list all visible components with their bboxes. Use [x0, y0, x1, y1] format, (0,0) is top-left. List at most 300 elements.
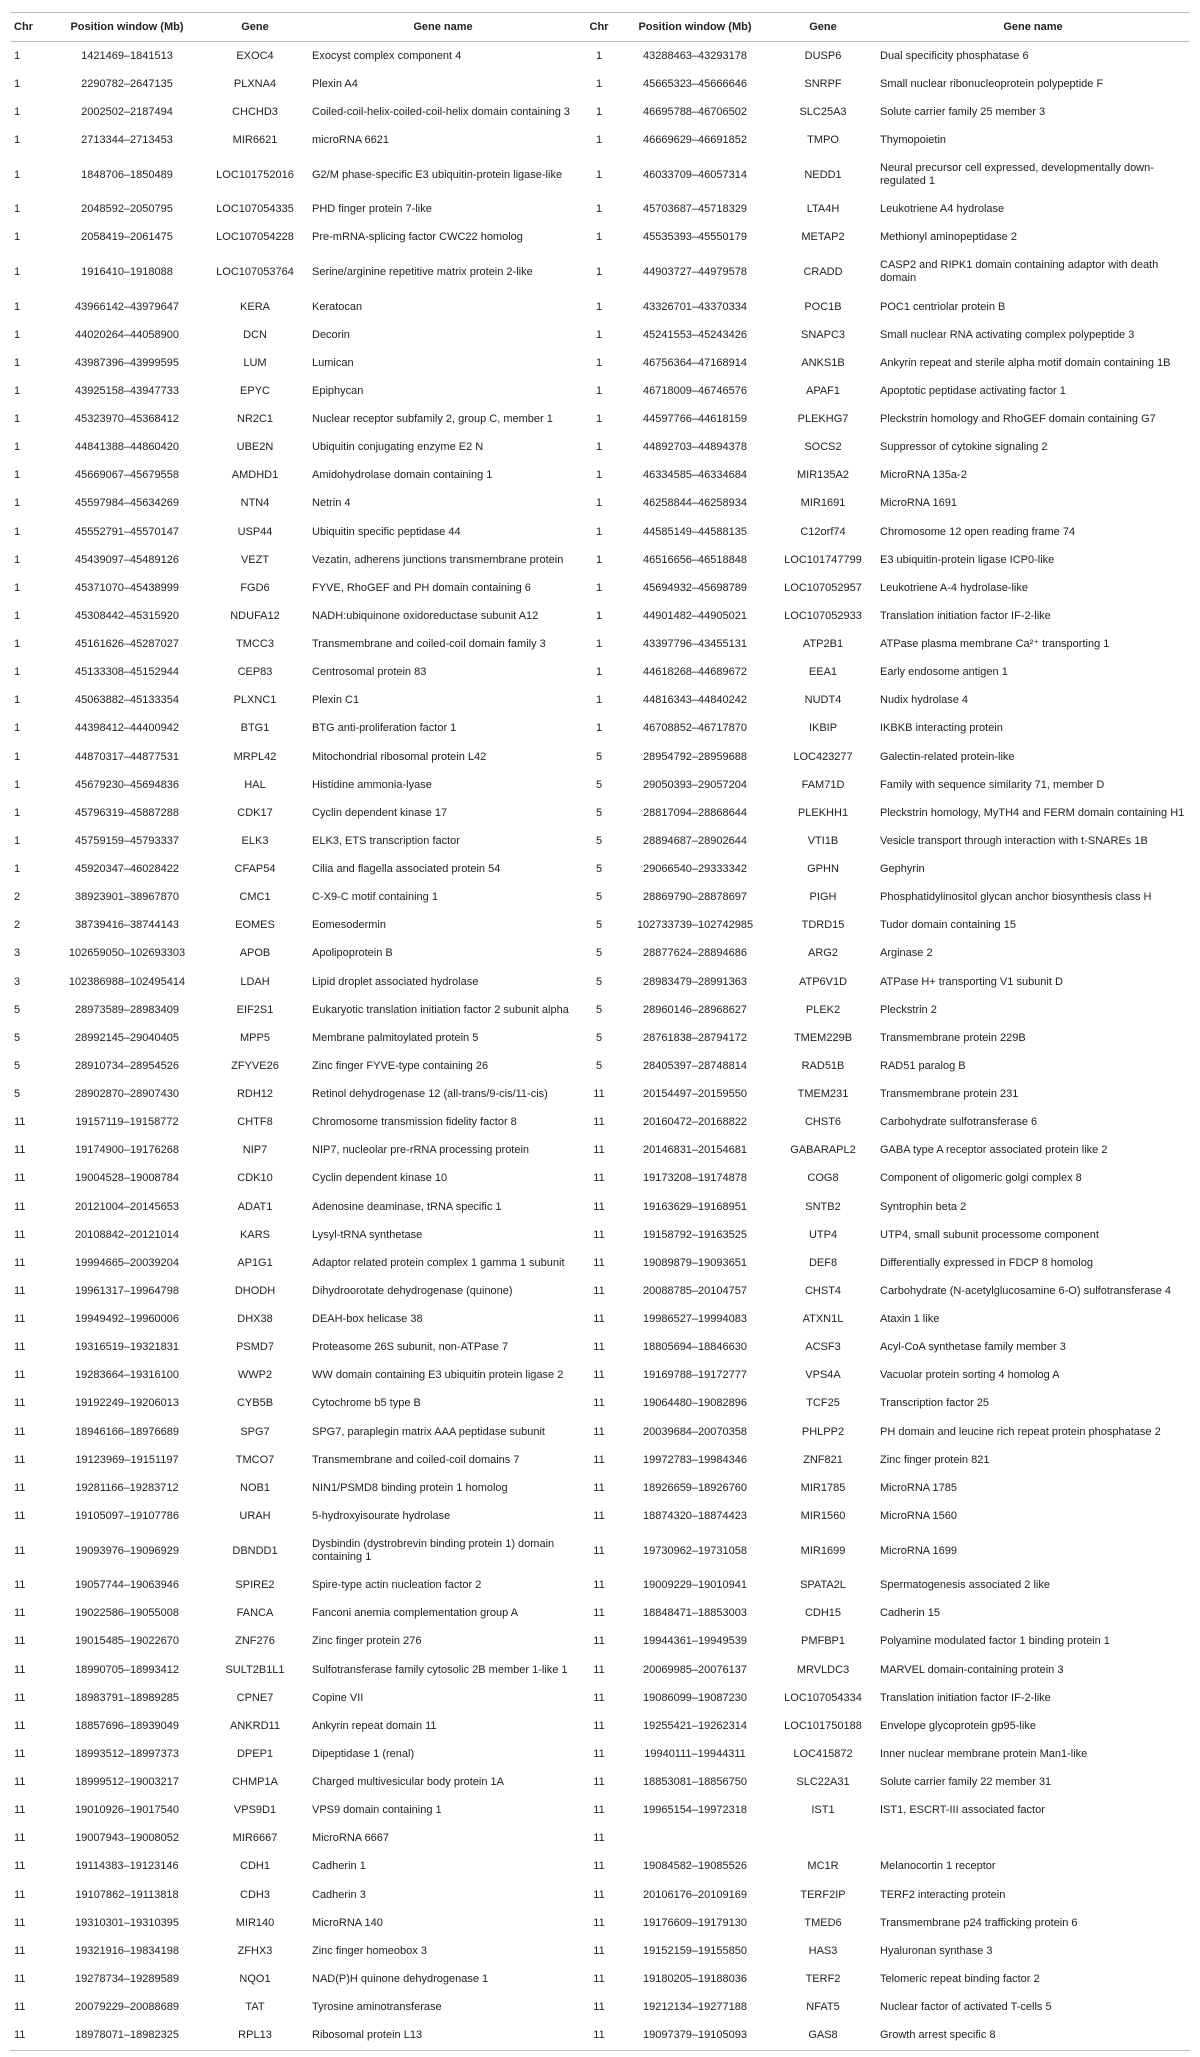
cell-gene-right: SNTB2: [805, 1200, 841, 1213]
cell-chr-right: 11: [593, 1509, 605, 1522]
cell-position-right: 20069985–20076137: [642, 1663, 747, 1676]
cell-chr-right: 11: [593, 1256, 605, 1269]
cell-position-right: 46033709–46057314: [642, 168, 747, 181]
header-position-right: Position window (Mb): [620, 13, 770, 42]
cell-gene-right: MIR1785: [800, 1481, 846, 1494]
cell-gene-right: SNRPF: [804, 77, 842, 90]
cell-gene-left: RPL13: [202, 2022, 308, 2051]
cell-position-left: 43925158–43947733: [74, 384, 179, 397]
cell-gene-name-right: Transmembrane p24 trafficking protein 6: [880, 1916, 1078, 1929]
table-row: [10, 1081, 1190, 1109]
cell-gene-name-left: 5-hydroxyisourate hydrolase: [312, 1509, 451, 1522]
cell-gene-name-left: Keratocan: [312, 300, 363, 313]
cell-gene-left: ZNF276: [235, 1635, 275, 1648]
cell-chr-right: 5: [595, 750, 603, 763]
cell-gene-right: UTP4: [808, 1228, 838, 1241]
cell-gene-right: APAF1: [805, 384, 841, 397]
cell-gene-left: DBNDD1: [232, 1544, 278, 1557]
cell-position-left: 28902870–28907430: [74, 1088, 179, 1101]
cell-gene-left: LOC101752016: [216, 168, 294, 181]
table-row: [10, 1965, 1190, 1993]
cell-chr-left: 11: [14, 1776, 26, 1789]
cell-gene-right: LTA4H: [806, 203, 840, 216]
table-row: [10, 1165, 1190, 1193]
cell-position-left: 18946166–18976689: [74, 1425, 179, 1438]
cell-gene-right: MC1R: [807, 1860, 839, 1873]
cell-gene-name-right: [876, 1825, 1190, 1853]
cell-position-right: 46516656–46518848: [642, 553, 747, 566]
cell-gene-name-left: NADH:ubiquinone oxidoreductase subunit A12: [312, 609, 539, 622]
cell-gene-name-right: Early endosome antigen 1: [880, 666, 1008, 679]
header-gene-name-left: Gene name: [308, 13, 578, 42]
cell-position-left: 45161626–45287027: [74, 638, 179, 651]
cell-gene-name-left: Plexin C1: [312, 694, 360, 707]
cell-position-left: 44870317–44877531: [74, 750, 179, 763]
table-row: [10, 321, 1190, 349]
cell-gene-name-right: Vacuolar protein sorting 4 homolog A: [880, 1369, 1060, 1382]
cell-position-left: 38739416–38744143: [74, 919, 179, 932]
cell-position-right: 44585149–44588135: [642, 525, 747, 538]
cell-position-right: 46695788–46706502: [642, 105, 747, 118]
cell-position-right: [620, 1825, 770, 1853]
cell-position-right: 19086099–19087230: [642, 1691, 747, 1704]
cell-gene-left: KARS: [240, 1228, 270, 1241]
cell-position-left: 19015485–19022670: [74, 1635, 179, 1648]
cell-gene-name-right: GABA type A receptor associated protein like 2: [880, 1144, 1108, 1157]
cell-gene-name-left: Centrosomal protein 83: [312, 666, 427, 679]
table-row: [10, 1684, 1190, 1712]
cell-gene-name-right: Solute carrier family 25 member 3: [880, 105, 1046, 118]
cell-gene-right: ATP6V1D: [798, 975, 848, 988]
cell-gene-right: RAD51B: [801, 1059, 845, 1072]
cell-chr-right: 11: [593, 1663, 605, 1676]
table-row: [10, 602, 1190, 630]
cell-position-right: 28894687–28902644: [642, 834, 747, 847]
cell-chr-right: 11: [593, 1200, 605, 1213]
cell-gene-left: PLXNC1: [233, 694, 277, 707]
table-row: [10, 1249, 1190, 1277]
cell-gene-right: MIR1560: [800, 1509, 846, 1522]
cell-position-left: 38923901–38967870: [74, 891, 179, 904]
cell-chr-right: 1: [595, 231, 603, 244]
cell-position-right: 45241553–45243426: [642, 328, 747, 341]
cell-position-right: 28960146–28968627: [642, 1003, 747, 1016]
cell-gene-left: SPIRE2: [235, 1579, 275, 1592]
cell-chr-left: 1: [14, 49, 21, 62]
cell-position-left: 19281166–19283712: [75, 1481, 179, 1494]
cell-gene-name-right: Carbohydrate (N-acetylglucosamine 6-O) sulfotransferase 4: [880, 1284, 1172, 1297]
cell-chr-left: 1: [14, 133, 21, 146]
table-row: [10, 1024, 1190, 1052]
cell-chr-right: 5: [595, 778, 603, 791]
cell-gene-name-left: Copine VII: [312, 1691, 364, 1704]
cell-position-left: 18999512–19003217: [74, 1776, 179, 1789]
table-row: [10, 98, 1190, 126]
cell-position-right: 19163629–19168951: [642, 1200, 747, 1213]
cell-chr-right: 11: [593, 1888, 605, 1901]
cell-gene-name-left: Zinc finger protein 276: [312, 1635, 422, 1648]
cell-chr-left: 1: [14, 834, 21, 847]
cell-position-right: 19180205–19188036: [642, 1972, 747, 1985]
cell-gene-name-right: Chromosome 12 open reading frame 74: [880, 525, 1076, 538]
cell-gene-name-left: MicroRNA 140: [312, 1916, 383, 1929]
cell-position-left: 43966142–43979647: [74, 300, 179, 313]
cell-gene-right: DEF8: [808, 1256, 838, 1269]
cell-gene-name-right: Family with sequence similarity 71, member D: [880, 778, 1105, 791]
cell-chr-right: 5: [595, 891, 603, 904]
cell-chr-right: 11: [593, 1453, 605, 1466]
cell-chr-left: 3: [14, 947, 21, 960]
cell-gene-name-right: MicroRNA 1785: [880, 1481, 958, 1494]
cell-gene-left: ELK3: [241, 834, 269, 847]
cell-chr-left: 11: [14, 1916, 26, 1929]
table-row: [10, 940, 1190, 968]
table-row: [10, 799, 1190, 827]
cell-gene-name-left: Cadherin 3: [312, 1888, 366, 1901]
cell-chr-left: 11: [14, 1144, 26, 1157]
cell-gene-name-left: Cadherin 1: [312, 1860, 366, 1873]
cell-gene-right: METAP2: [801, 231, 845, 244]
cell-position-left: 44398412–44400942: [74, 722, 179, 735]
cell-gene-name-left: Lumican: [312, 356, 354, 369]
cell-gene-left: SPG7: [240, 1425, 270, 1438]
cell-position-left: 2713344–2713453: [81, 133, 173, 146]
cell-chr-right: 5: [595, 947, 603, 960]
cell-position-left: 45669067–45679558: [74, 469, 179, 482]
cell-gene-name-right: RAD51 paralog B: [880, 1059, 966, 1072]
cell-gene-right: TDRD15: [801, 919, 845, 932]
table-row: [10, 1881, 1190, 1909]
cell-position-left: 19107862–19113818: [75, 1888, 179, 1901]
cell-gene-right: MRVLDC3: [796, 1663, 850, 1676]
cell-gene-name-left: Tyrosine aminotransferase: [312, 2001, 442, 2014]
cell-position-right: 20088785–20104757: [642, 1284, 747, 1297]
cell-chr-left: 11: [14, 1719, 26, 1732]
cell-gene-name-right: Ankyrin repeat and sterile alpha motif domain containing 1B: [880, 356, 1171, 369]
cell-gene-name-right: Leukotriene A-4 hydrolase-like: [880, 581, 1028, 594]
cell-gene-name-left: MicroRNA 6667: [312, 1832, 390, 1845]
table-row: [10, 377, 1190, 405]
cell-position-left: 18857696–18939049: [74, 1719, 179, 1732]
cell-chr-right: 5: [595, 1059, 603, 1072]
cell-gene-right: GABARAPL2: [790, 1144, 856, 1157]
cell-position-left: 19010926–19017540: [74, 1804, 179, 1817]
table-row: [10, 912, 1190, 940]
cell-gene-left: LDAH: [240, 975, 270, 988]
cell-position-right: 28983479–28991363: [642, 975, 747, 988]
cell-position-left: 19316519–19321831: [74, 1341, 179, 1354]
cell-chr-right: 1: [595, 77, 603, 90]
table-row: [10, 1656, 1190, 1684]
cell-chr-right: 11: [593, 2001, 605, 2014]
cell-gene-right: TCF25: [806, 1397, 840, 1410]
cell-gene-name-right: Telomeric repeat binding factor 2: [880, 1972, 1040, 1985]
cell-chr-left: 11: [14, 1228, 26, 1241]
cell-chr-right: 11: [593, 1860, 605, 1873]
table-row: [10, 1277, 1190, 1305]
header-row: [10, 13, 1190, 42]
cell-position-left: 45439097–45489126: [74, 553, 179, 566]
cell-chr-right: 5: [595, 863, 603, 876]
table-row: [10, 1193, 1190, 1221]
cell-gene-right: VTI1B: [807, 834, 839, 847]
cell-gene-name-right: Arginase 2: [880, 947, 933, 960]
cell-chr-left: 5: [14, 1003, 21, 1016]
cell-chr-right: 1: [595, 609, 603, 622]
cell-chr-left: 11: [14, 2001, 26, 2014]
cell-gene-left: LUM: [243, 356, 267, 369]
cell-gene-name-right: E3 ubiquitin-protein ligase ICP0-like: [880, 553, 1055, 566]
cell-gene-left: ANKRD11: [230, 1719, 280, 1732]
cell-gene-name-left: SPG7, paraplegin matrix AAA peptidase subunit: [312, 1425, 545, 1438]
cell-gene-name-right: MicroRNA 1691: [880, 497, 958, 510]
cell-chr-left: 1: [14, 553, 21, 566]
cell-gene-name-left: Netrin 4: [312, 497, 351, 510]
cell-position-left: 45308442–45315920: [74, 609, 179, 622]
cell-position-right: 45665323–45666646: [642, 77, 747, 90]
cell-gene-name-left: Serine/arginine repetitive matrix protein 2-like: [312, 265, 533, 278]
cell-gene-name-right: Acyl-CoA synthetase family member 3: [880, 1341, 1066, 1354]
cell-position-left: 19007943–19008052: [74, 1832, 179, 1845]
cell-gene-left: MPP5: [240, 1031, 270, 1044]
cell-chr-left: 1: [14, 300, 21, 313]
cell-position-left: 2002502–2187494: [81, 105, 173, 118]
cell-position-right: 19965154–19972318: [642, 1804, 747, 1817]
cell-chr-left: 1: [14, 231, 21, 244]
cell-gene-left: CHMP1A: [232, 1776, 278, 1789]
table-row: [10, 1446, 1190, 1474]
table-row: [10, 1052, 1190, 1080]
cell-position-right: 46334585–46334684: [642, 469, 747, 482]
table-row: [10, 771, 1190, 799]
cell-chr-left: 11: [14, 1579, 26, 1592]
cell-gene-left: MIR6621: [232, 133, 278, 146]
cell-gene-name-left: Adaptor related protein complex 1 gamma 1 subunit: [312, 1256, 565, 1269]
cell-gene-right: TMPO: [807, 133, 839, 146]
cell-position-left: 44841388–44860420: [74, 441, 179, 454]
cell-position-right: 19169788–19172777: [642, 1369, 747, 1382]
cell-position-left: 19961317–19964798: [74, 1284, 179, 1297]
cell-chr-left: 11: [14, 1860, 26, 1873]
cell-gene-name-right: TERF2 interacting protein: [880, 1888, 1006, 1901]
table-row: [10, 659, 1190, 687]
cell-gene-left: CDK10: [237, 1172, 273, 1185]
cell-gene-right: TMED6: [804, 1916, 842, 1929]
cell-gene-left: VPS9D1: [233, 1804, 277, 1817]
cell-chr-left: 11: [14, 1481, 26, 1494]
cell-gene-right: SLC22A31: [796, 1776, 850, 1789]
cell-gene-name-right: Nudix hydrolase 4: [880, 694, 969, 707]
cell-gene-left: BTG1: [240, 722, 270, 735]
cell-gene-name-right: ATPase plasma membrane Ca²⁺ transporting 1: [880, 638, 1110, 651]
cell-gene-left: TMCO7: [235, 1453, 275, 1466]
cell-position-right: 45694932–45698789: [642, 581, 747, 594]
table-row: [10, 1937, 1190, 1965]
cell-chr-left: 1: [14, 581, 21, 594]
cell-gene-right: MIR1699: [800, 1544, 846, 1557]
cell-gene-right: DUSP6: [804, 49, 842, 62]
cell-gene-right: ACSF3: [805, 1341, 841, 1354]
cell-gene-left: EPYC: [240, 384, 270, 397]
cell-gene-name-right: Transmembrane protein 231: [880, 1088, 1019, 1101]
cell-gene-left: LOC107053764: [216, 265, 294, 278]
cell-position-left: 19321916–19834198: [74, 1944, 179, 1957]
table-row: [10, 687, 1190, 715]
cell-gene-name-right: Small nuclear ribonucleoprotein polypeptide F: [880, 77, 1104, 90]
cell-position-left: 45063882–45133354: [74, 694, 179, 707]
cell-gene-left: CEP83: [237, 666, 273, 679]
cell-gene-right: CHST4: [804, 1284, 842, 1297]
cell-position-left: 20121004–20145653: [74, 1200, 179, 1213]
header-gene-name-right: Gene name: [876, 13, 1190, 42]
cell-chr-left: 1: [14, 609, 21, 622]
cell-gene-name-left: Zinc finger FYVE-type containing 26: [312, 1059, 489, 1072]
cell-gene-name-left: Coiled-coil-helix-coiled-coil-helix domain containing 3: [312, 105, 571, 118]
cell-gene-left: FGD6: [240, 581, 270, 594]
cell-chr-left: 11: [14, 1972, 26, 1985]
cell-chr-left: 1: [14, 525, 21, 538]
cell-gene-name-left: Nuclear receptor subfamily 2, group C, member 1: [312, 413, 553, 426]
cell-position-right: 19089879–19093651: [642, 1256, 747, 1269]
cell-gene-name-right: PH domain and leucine rich repeat protein phosphatase 2: [880, 1425, 1161, 1438]
table-row: [10, 1628, 1190, 1656]
cell-gene-right: SOCS2: [804, 441, 842, 454]
cell-gene-name-right: MicroRNA 135a-2: [880, 469, 967, 482]
header-gene-right: Gene: [770, 13, 876, 42]
cell-gene-name-left: G2/M phase-specific E3 ubiquitin-protein ligase-like: [312, 168, 563, 181]
cell-gene-left: MIR140: [235, 1916, 275, 1929]
cell-chr-right: 11: [593, 1916, 605, 1929]
gene-table: [10, 12, 1190, 2051]
cell-gene-name-left: Cytochrome b5 type B: [312, 1397, 421, 1410]
cell-position-right: 46718009–46746576: [642, 384, 747, 397]
cell-position-right: 44618268–44689672: [642, 666, 747, 679]
cell-gene-name-right: MARVEL domain-containing protein 3: [880, 1663, 1064, 1676]
cell-chr-right: 5: [595, 834, 603, 847]
table-row: [10, 70, 1190, 98]
cell-chr-right: 11: [593, 1747, 605, 1760]
cell-gene-left: NQO1: [239, 1972, 271, 1985]
cell-gene-name-right: CASP2 and RIPK1 domain containing adaptor with death domain: [880, 259, 1159, 285]
cell-gene-name-left: Retinol dehydrogenase 12 (all-trans/9-cis/11-cis): [312, 1088, 548, 1101]
cell-chr-left: 1: [14, 722, 21, 735]
cell-gene-left: DCN: [243, 328, 267, 341]
cell-gene-name-left: Cyclin dependent kinase 10: [312, 1172, 448, 1185]
cell-chr-left: 1: [14, 265, 21, 278]
cell-gene-name-left: Spire-type actin nucleation factor 2: [312, 1579, 482, 1592]
cell-chr-left: 1: [14, 497, 21, 510]
cell-gene-right: SLC25A3: [799, 105, 847, 118]
table-row: [10, 715, 1190, 743]
cell-gene-name-left: Mitochondrial ribosomal protein L42: [312, 750, 487, 763]
table-row: [10, 462, 1190, 490]
cell-chr-left: 11: [14, 1172, 26, 1185]
cell-position-left: 19278734–19289589: [74, 1972, 179, 1985]
cell-chr-right: 5: [595, 919, 603, 932]
cell-chr-right: 11: [593, 1284, 605, 1297]
table-row: [10, 1769, 1190, 1797]
cell-chr-left: 11: [14, 1453, 26, 1466]
cell-gene-left: EXOC4: [236, 49, 274, 62]
cell-gene-right: COG8: [807, 1172, 839, 1185]
table-row: [10, 1362, 1190, 1390]
table-row: [10, 518, 1190, 546]
cell-gene-name-right: Transmembrane protein 229B: [880, 1031, 1026, 1044]
cell-gene-right: LOC415872: [793, 1747, 853, 1760]
cell-gene-left: TMCC3: [236, 638, 274, 651]
cell-gene-name-left: NIP7, nucleolar pre-rRNA processing protein: [312, 1144, 530, 1157]
cell-position-left: 45371070–45438999: [74, 581, 179, 594]
cell-chr-right: 11: [593, 1832, 605, 1845]
cell-gene-right: PHLPP2: [801, 1425, 845, 1438]
cell-position-left: 19123969–19151197: [75, 1453, 179, 1466]
cell-chr-right: 11: [593, 1972, 605, 1985]
cell-gene-left: RDH12: [236, 1088, 274, 1101]
cell-gene-left: VEZT: [240, 553, 270, 566]
cell-chr-left: 1: [14, 203, 21, 216]
cell-gene-left: LOC107054335: [216, 203, 294, 216]
cell-gene-right: PLEKHG7: [797, 413, 849, 426]
cell-position-left: 19157119–19158772: [75, 1116, 179, 1129]
cell-chr-left: 5: [14, 1031, 21, 1044]
cell-gene-left: KERA: [240, 300, 270, 313]
cell-gene-name-left: Dipeptidase 1 (renal): [312, 1747, 415, 1760]
cell-chr-left: 11: [14, 1544, 26, 1557]
cell-gene-left: LOC107054228: [216, 231, 294, 244]
cell-gene-name-right: Translation initiation factor IF-2-like: [880, 609, 1051, 622]
cell-gene-left: CDH1: [240, 1860, 270, 1873]
cell-position-left: 44020264–44058900: [74, 328, 179, 341]
cell-position-right: 18853081–18856750: [642, 1776, 747, 1789]
cell-chr-left: 1: [14, 750, 21, 763]
cell-position-right: 45703687–45718329: [642, 203, 747, 216]
cell-gene-name-right: Ataxin 1 like: [880, 1313, 940, 1326]
cell-gene-name-left: Proteasome 26S subunit, non-ATPase 7: [312, 1341, 509, 1354]
cell-gene-right: NEDD1: [804, 168, 842, 181]
table-row: [10, 1600, 1190, 1628]
cell-gene-left: DPEP1: [236, 1747, 274, 1760]
cell-position-right: 43397796–43455131: [642, 638, 747, 651]
cell-position-left: 45679230–45694836: [74, 778, 179, 791]
cell-position-right: 28761838–28794172: [642, 1031, 747, 1044]
cell-gene-name-left: Eomesodermin: [312, 919, 386, 932]
cell-gene-name-left: Pre-mRNA-splicing factor CWC22 homolog: [312, 231, 523, 244]
cell-position-right: 45535393–45550179: [642, 231, 747, 244]
cell-gene-name-left: Apolipoprotein B: [312, 947, 393, 960]
cell-gene-right: SNAPC3: [800, 328, 846, 341]
cell-position-left: 28992145–29040405: [74, 1031, 179, 1044]
cell-gene-name-left: FYVE, RhoGEF and PH domain containing 6: [312, 581, 531, 594]
cell-position-right: 19152159–19155850: [642, 1944, 747, 1957]
cell-position-left: 45920347–46028422: [74, 863, 179, 876]
cell-chr-left: 1: [14, 328, 21, 341]
cell-chr-left: 11: [14, 1425, 26, 1438]
table-row: [10, 1797, 1190, 1825]
cell-chr-right: 1: [595, 265, 603, 278]
cell-gene-left: DHX38: [237, 1313, 273, 1326]
cell-position-right: 28405397–28748814: [642, 1059, 747, 1072]
cell-gene-right: IST1: [811, 1804, 835, 1817]
table-row: [10, 743, 1190, 771]
cell-gene-name-left: ELK3, ETS transcription factor: [312, 834, 460, 847]
cell-chr-right: 11: [593, 1397, 605, 1410]
cell-gene-left: CHCHD3: [232, 105, 278, 118]
cell-gene-name-left: Plexin A4: [312, 77, 358, 90]
cell-gene-name-left: Fanconi anemia complementation group A: [312, 1607, 519, 1620]
cell-position-right: 44597766–44618159: [642, 413, 747, 426]
cell-gene-right: PLEK2: [805, 1003, 841, 1016]
cell-position-right: 20146831–20154681: [642, 1144, 747, 1157]
